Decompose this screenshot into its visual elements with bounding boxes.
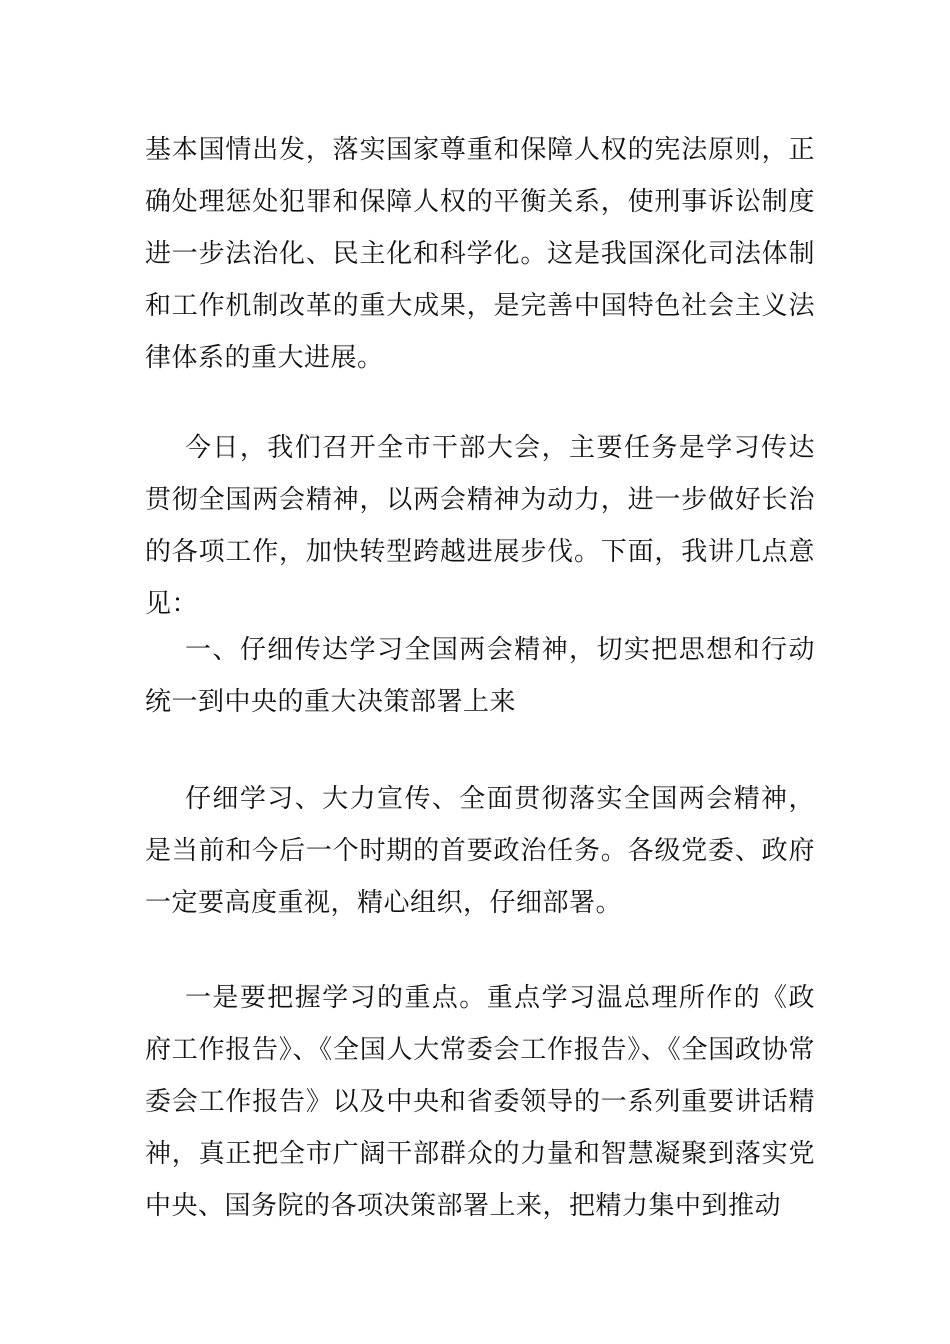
paragraph-meeting-intro: 今日，我们召开全市干部大会，主要任务是学习传达贯彻全国两会精神，以两会精神为动力，进一步做好长治的各项工作，加快转型跨越进展步伐。下面，我讲几点意见：	[145, 433, 815, 619]
paragraph-study-focus: 一是要把握学习的重点。重点学习温总理所作的《政府工作报告》、《全国人大常委会工作报告》、《全国政协常委会工作报告》以及中央和省委领导的一系列重要讲话精神，真正把全市广阔干部群众的力量和智慧凝聚到落实党中央、国务院的各项决策部署上来，把精力集中到推动	[145, 983, 815, 1221]
section-heading-1: 一、仔细传达学习全国两会精神，切实把思想和行动统一到中央的重大决策部署上来	[145, 635, 815, 717]
paragraph-study-task: 仔细学习、大力宣传、全面贯彻落实全国两会精神，是当前和今后一个时期的首要政治任务。各级党委、政府一定要高度重视，精心组织，仔细部署。	[145, 784, 815, 918]
paragraph-continuation: 基本国情出发，落实国家尊重和保障人权的宪法原则，正确处理惩处犯罪和保障人权的平衡关系，使刑事诉讼制度进一步法治化、民主化和科学化。这是我国深化司法体制和工作机制改革的重大成果，是完善中国特色社会主义法律体系的重大进展。	[145, 135, 815, 373]
